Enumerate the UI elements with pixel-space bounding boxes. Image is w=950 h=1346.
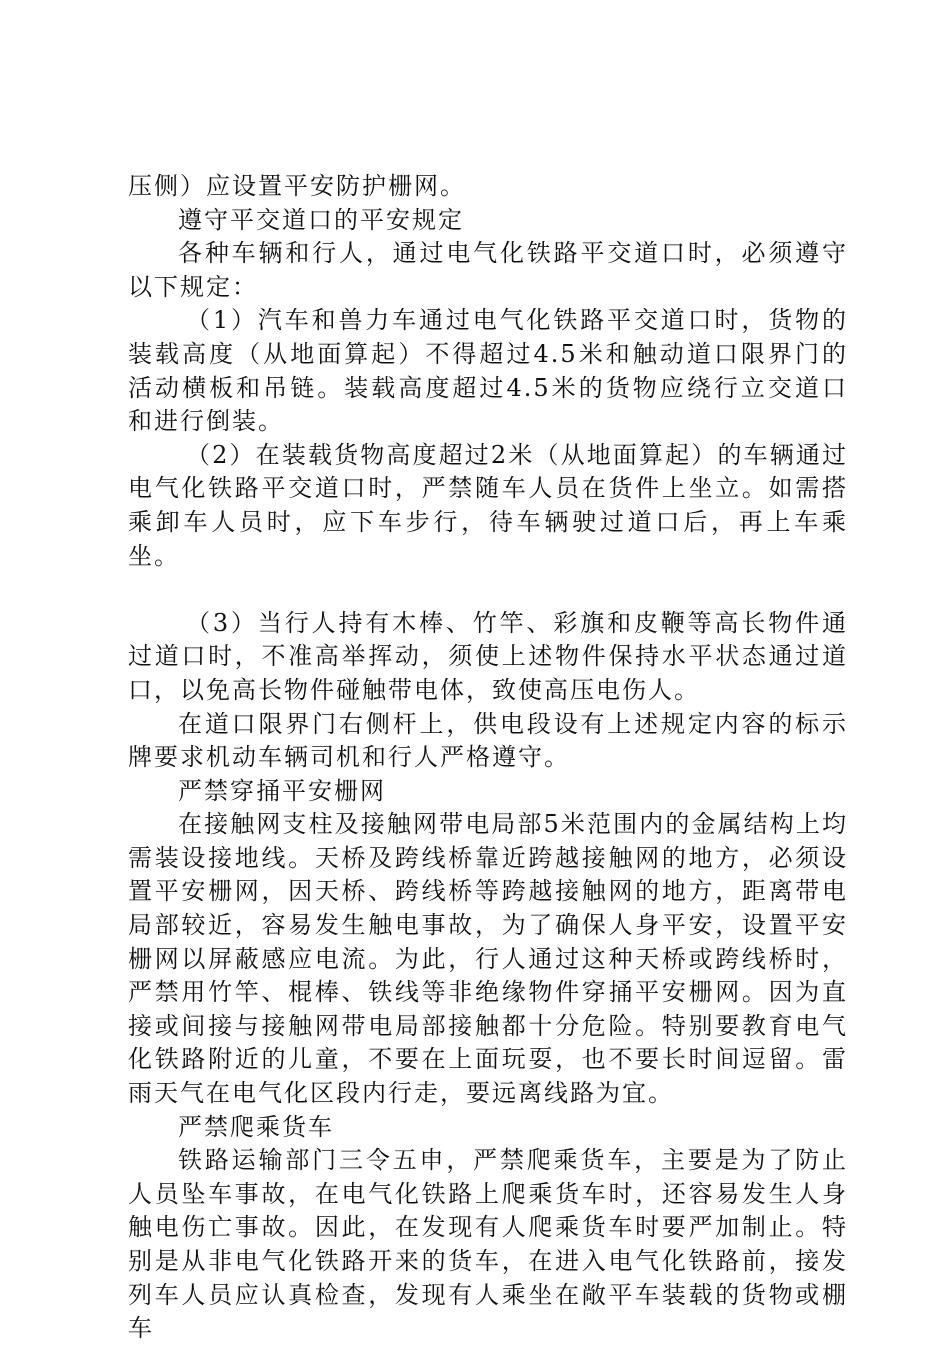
paragraph-rule-1: （1）汽车和兽力车通过电气化铁路平交道口时，货物的装载高度（从地面算起）不得超过4.5米和触动道口限界门的活动横板和吊链。装载高度超过4.5米的货物应绕行立交道口和进行倒装。 [128, 306, 848, 436]
paragraph-freight-car: 铁路运输部门三令五申，严禁爬乘货车，主要是为了防止人员坠车事故，在电气化铁路上爬乘货车时，还容易发生人身触电伤亡事故。因此，在发现有人爬乘货车时要严加制止。特别是从非电气化铁路开来的货车，在进入电气化铁路前，接发列车人员应认真检查，发现有人乘坐在敞平车装载的货物或棚车 [128, 1146, 848, 1343]
paragraph-crossing-intro: 各种车辆和行人，通过电气化铁路平交道口时，必须遵守以下规定： [128, 239, 848, 301]
section-heading-crossing-rules: 遵守平交道口的平安规定 [178, 205, 464, 234]
blank-line [128, 573, 848, 607]
document-body [128, 170, 848, 1346]
paragraph-intro-tail: 压侧）应设置平安防护栅网。 [128, 172, 466, 200]
section-heading-safety-net: 严禁穿捅平安栅网 [178, 776, 386, 805]
paragraph-rule-3: （3）当行人持有木棒、竹竿、彩旗和皮鞭等高长物件通过道口时，不准高举挥动，须使上述物件保持水平状态通过道口，以免高长物件碰触带电体，致使高压电伤人。 [128, 608, 848, 704]
paragraph-sign-notice: 在道口限界门右侧杆上，供电段设有上述规定内容的标示牌要求机动车辆司机和行人严格遵守。 [128, 709, 848, 772]
section-heading-freight-car: 严禁爬乘货车 [178, 1112, 334, 1141]
paragraph-rule-2: （2）在装载货物高度超过2米（从地面算起）的车辆通过电气化铁路平交道口时，严禁随车人员在货件上坐立。如需搭乘卸车人员时，应下车步行，待车辆驶过道口后，再上车乘坐。 [128, 440, 848, 570]
paragraph-safety-net: 在接触网支柱及接触网带电局部5米范围内的金属结构上均需装设接地线。天桥及跨线桥靠近跨越接触网的地方，必须设置平安栅网，因天桥、跨线桥等跨越接触网的地方，距离带电局部较近，容易发生触电事故，为了确保人身平安，设置平安栅网以屏蔽感应电流。为此，行人通过这种天桥或跨线桥时，严禁用竹竿、棍棒、铁线等非绝缘物件穿捅平安栅网。因为直接或间接与接触网带电局部接触都十分危险。特别要教育电气化铁路附近的儿童，不要在上面玩耍，也不要长时间逗留。雷雨天气在电气化区段内行走，要远离线路为宜。 [128, 810, 848, 1108]
